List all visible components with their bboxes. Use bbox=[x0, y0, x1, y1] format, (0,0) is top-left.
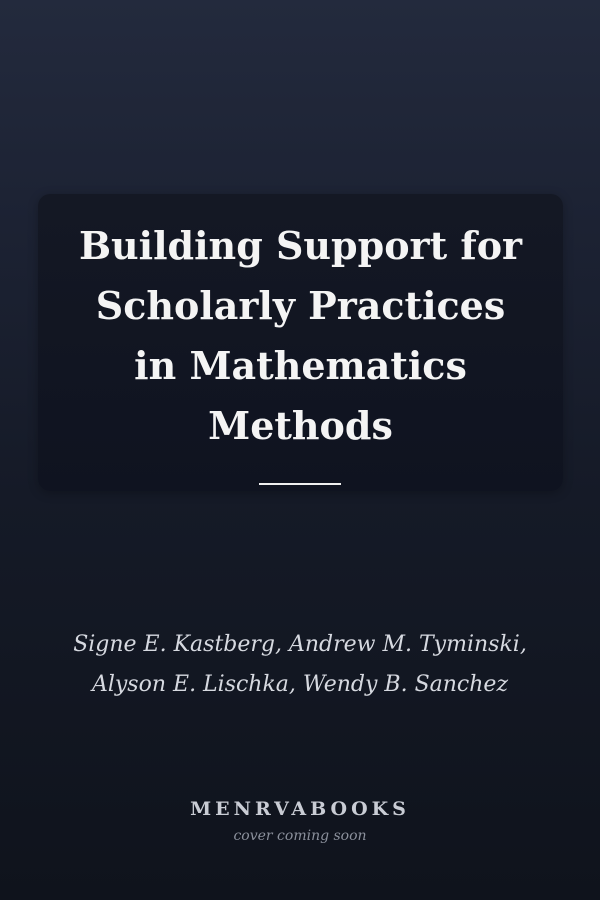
book-title bbox=[38, 216, 563, 456]
title-line: Scholarly Practices bbox=[95, 283, 506, 328]
title-line: in Mathematics bbox=[134, 343, 467, 388]
title-panel bbox=[38, 194, 563, 491]
title-line: Methods bbox=[208, 403, 393, 448]
title-line: Building Support for bbox=[78, 223, 523, 268]
cover-note: cover coming soon bbox=[233, 828, 367, 844]
authors-line: Alyson E. Lischka, Wendy B. Sanchez bbox=[91, 672, 509, 697]
book-authors bbox=[0, 625, 600, 705]
publisher-name: MENRVABOOKS bbox=[190, 798, 410, 820]
title-divider bbox=[259, 483, 341, 485]
authors-line: Signe E. Kastberg, Andrew M. Tyminski, bbox=[73, 632, 527, 657]
